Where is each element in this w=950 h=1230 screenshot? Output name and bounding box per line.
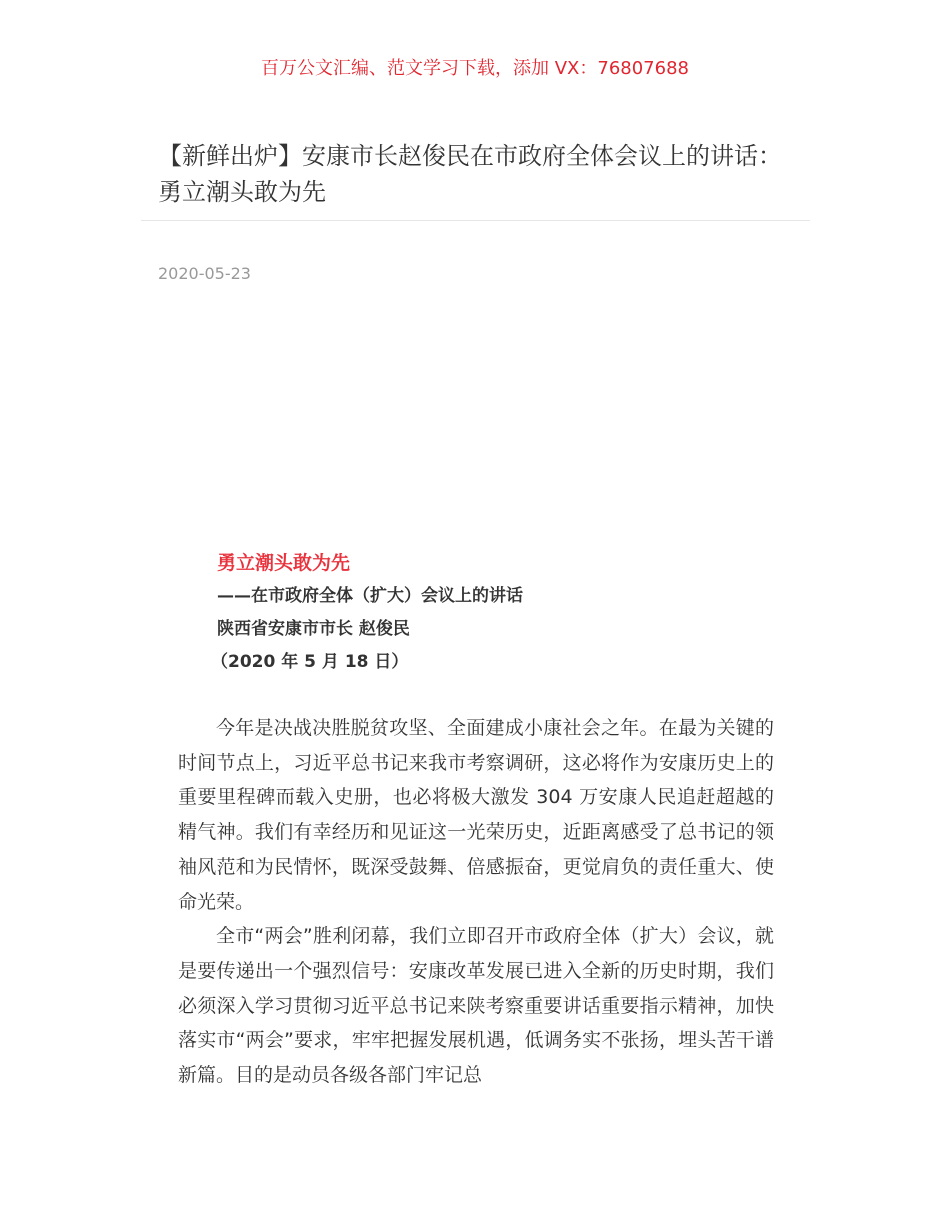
speech-date: （2020 年 5 月 18 日） bbox=[211, 652, 409, 672]
article-title: 【新鲜出炉】安康市长赵俊民在市政府全体会议上的讲话：勇立潮头敢为先 bbox=[158, 142, 782, 206]
speech-heading bbox=[211, 548, 777, 679]
publish-date: 2020-05-23 bbox=[158, 264, 251, 283]
speech-author: 陕西省安康市市长 赵俊民 bbox=[217, 619, 410, 639]
body-paragraph: 今年是决战决胜脱贫攻坚、全面建成小康社会之年。在最为关键的时间节点上，习近平总书记来我市考察调研，这必将作为安康历史上的重要里程碑而载入史册，也必将极大激发 304 万安康人民追赶超越的精气神。我们有幸经历和见证这一光荣历史，近距离感受了总书记的领袖风范和为民情怀，既深受鼓舞、倍感振奋，更觉肩负的责任重大、使命光荣。 bbox=[178, 717, 774, 913]
speech-title: 勇立潮头敢为先 bbox=[217, 552, 351, 574]
speech-subtitle: ——在市政府全体（扩大）会议上的讲话 bbox=[217, 586, 523, 606]
watermark-banner: 百万公文汇编、范文学习下载，添加 VX：76807688 bbox=[261, 58, 689, 79]
body-paragraph: 全市“两会”胜利闭幕，我们立即召开市政府全体（扩大）会议，就是要传递出一个强烈信号：安康改革发展已进入全新的历史时期，我们必须深入学习贯彻习近平总书记来陕考察重要讲话重要指示精神，加快落实市“两会”要求，牢牢把握发展机遇，低调务实不张扬，埋头苦干谱新篇。目的是动员各级各部门牢记总 bbox=[178, 925, 774, 1087]
title-divider bbox=[141, 220, 810, 221]
article-body bbox=[178, 711, 774, 1093]
